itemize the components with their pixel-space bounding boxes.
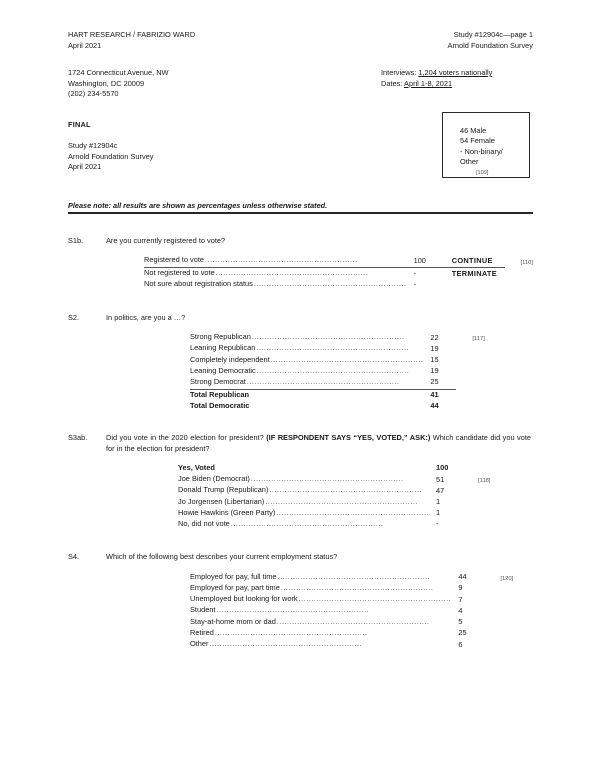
column-code	[456, 377, 484, 389]
answer-label	[178, 485, 429, 496]
answer-row	[144, 279, 533, 290]
column-code: [120]	[500, 575, 514, 582]
firm-address	[68, 68, 169, 100]
question-header	[68, 236, 533, 247]
column-code	[462, 463, 490, 474]
dot-leader: ............................................................	[230, 521, 384, 529]
answer-label	[190, 639, 451, 650]
answer-label-text: Unemployed but looking for work	[190, 594, 298, 604]
answer-row	[190, 377, 485, 389]
question-number: S2.	[68, 312, 80, 322]
column-code	[505, 279, 533, 290]
answer-label	[190, 594, 451, 605]
column-code	[484, 617, 513, 628]
dot-leader: ............................................................	[251, 334, 405, 342]
study-page-label: Study #12904c—page 1	[453, 30, 533, 39]
answer-row	[144, 268, 533, 280]
answer-label-text: Registered to vote	[144, 255, 204, 265]
final-block-zone	[68, 120, 533, 192]
answer-label-text: Employed for pay, part time	[190, 583, 280, 593]
answer-label-text: Howie Hawkins (Green Party)	[178, 507, 276, 517]
dot-leader: ............................................................	[215, 270, 369, 278]
question-number: S3ab.	[68, 433, 88, 443]
answer-value: 44	[430, 400, 439, 410]
answer-label	[178, 474, 429, 485]
answer-value: 100	[407, 255, 436, 267]
answer-row	[190, 401, 485, 412]
column-code	[462, 508, 490, 519]
answer-row	[190, 332, 485, 343]
question-text: Are you currently registered to vote?	[106, 235, 226, 245]
answer-label-text: Leaning Democratic	[190, 365, 256, 375]
answer-table	[144, 255, 533, 290]
answer-value: 47	[436, 485, 445, 495]
question-text-part1: Did you vote in the 2020 election for president?	[106, 433, 267, 443]
gender-female: 54 Female	[460, 136, 495, 146]
header-divider-rule	[68, 212, 533, 214]
answer-row	[190, 572, 513, 583]
answer-value: 19	[430, 366, 439, 376]
answer-action: TERMINATE	[451, 268, 497, 278]
answer-value: 5	[458, 617, 463, 627]
dot-leader: ............................................................	[253, 281, 407, 289]
firm-phone: (202) 234-5570	[68, 89, 119, 99]
answer-label	[190, 628, 451, 639]
dot-leader: ............................................................	[250, 476, 404, 484]
dot-leader: ............................................................	[269, 487, 423, 495]
dot-leader: ............................................................	[214, 629, 368, 637]
dot-leader: ............................................................	[298, 596, 452, 604]
answer-row	[190, 639, 513, 650]
answer-action: CONTINUE	[436, 255, 505, 267]
answer-action	[436, 279, 505, 290]
header-month: April 2021	[68, 40, 102, 50]
document-header	[68, 30, 533, 51]
column-code: [117]	[472, 335, 485, 342]
dates-label: Dates:	[381, 78, 403, 88]
please-note-text: Please note: all results are shown as percentages unless otherwise stated.	[68, 200, 328, 210]
header-right	[448, 30, 533, 51]
question-text: In politics, are you a …?	[106, 312, 186, 322]
answer-value: -	[436, 519, 439, 529]
question-block	[68, 313, 533, 412]
answer-label-text: Not sure about registration status	[144, 279, 253, 289]
answer-value: 1	[436, 497, 441, 507]
final-date: April 2021	[68, 162, 102, 172]
question-block	[68, 552, 533, 650]
answer-label-text: Completely independent	[190, 354, 270, 364]
answer-label-text: Retired	[190, 627, 214, 637]
answer-row	[190, 605, 513, 616]
header-left	[68, 30, 195, 51]
answer-label	[190, 605, 451, 616]
answer-row	[178, 497, 491, 508]
answer-label-text: Stay-at-home mom or dad	[190, 616, 276, 626]
column-code	[456, 355, 484, 366]
column-code	[484, 594, 513, 605]
dot-leader: ............................................................	[256, 367, 410, 375]
answer-label	[190, 366, 423, 377]
address-street: 1724 Connecticut Avenue, NW	[68, 68, 169, 78]
answer-label-text: Other	[190, 639, 209, 649]
page-content	[68, 30, 533, 650]
answer-row	[190, 594, 513, 605]
answer-label-text: Joe Biden (Democrat)	[178, 474, 250, 484]
question-header	[68, 433, 533, 454]
column-code: [110]	[520, 260, 533, 267]
dot-leader: ............................................................	[276, 618, 430, 626]
gender-column-code: [109]	[476, 169, 489, 176]
answer-label-text: Yes, Voted	[178, 463, 215, 473]
dot-leader: ............................................................	[270, 356, 424, 364]
answer-value: 100	[436, 463, 449, 473]
dot-leader: ............................................................	[280, 585, 434, 593]
answer-label	[178, 519, 429, 530]
answer-row	[190, 389, 485, 400]
column-code: [118]	[478, 477, 491, 484]
interviews-label: Interviews:	[381, 68, 417, 78]
dot-leader: ............................................................	[276, 509, 430, 517]
answer-table	[190, 332, 485, 411]
answer-value: 15	[430, 354, 439, 364]
answer-label	[190, 572, 451, 583]
answer-value: 22	[430, 332, 439, 342]
answer-label-text: Employed for pay, full time	[190, 571, 277, 581]
answer-value: 41	[430, 389, 439, 399]
answer-value: 51	[436, 474, 445, 484]
column-code	[456, 389, 484, 400]
answer-row	[190, 617, 513, 628]
answer-label	[144, 279, 407, 290]
answer-row	[190, 628, 513, 639]
answer-label-text: Total Republican	[190, 389, 249, 399]
answer-row	[178, 463, 491, 474]
dot-leader: ............................................................	[265, 498, 418, 506]
survey-name-header: Arnold Foundation Survey	[447, 40, 533, 50]
answer-label	[178, 508, 429, 519]
dot-leader: ............................................................	[277, 573, 431, 581]
dot-leader: ............................................................	[246, 379, 400, 386]
answer-label-text: Jo Jorgensen (Libertarian)	[178, 496, 265, 506]
column-code	[456, 343, 484, 354]
answer-table	[178, 463, 491, 530]
address-and-interviews	[68, 68, 533, 100]
answer-label-text: Student	[190, 605, 216, 615]
answer-row	[178, 508, 491, 519]
dot-leader: ............................................................	[204, 257, 358, 265]
column-code	[462, 497, 490, 508]
final-survey-name: Arnold Foundation Survey	[68, 151, 154, 161]
answer-label	[190, 389, 423, 400]
answer-label	[190, 617, 451, 628]
question-block	[68, 236, 533, 291]
interview-details	[381, 68, 533, 89]
question-number: S1b.	[68, 235, 84, 245]
dot-leader: ............................................................	[209, 641, 363, 649]
answer-value: 9	[458, 583, 463, 593]
column-code	[484, 628, 513, 639]
answer-value: 44	[458, 572, 467, 582]
question-number: S4.	[68, 552, 80, 562]
answer-label	[190, 377, 423, 389]
answer-value: -	[413, 268, 417, 278]
answer-value: 25	[423, 377, 456, 389]
question-block	[68, 433, 533, 530]
answer-label	[190, 355, 423, 366]
answer-table	[190, 572, 513, 651]
questions-container	[68, 236, 533, 650]
answer-label	[190, 583, 451, 594]
gender-nonbinary: - Non-binary/	[460, 146, 503, 156]
column-code	[462, 485, 490, 496]
answer-label	[144, 268, 407, 280]
answer-label-text: Total Democratic	[190, 400, 250, 410]
answer-label	[178, 463, 429, 474]
answer-label-text: No, did not vote	[178, 519, 230, 529]
answer-row	[190, 355, 485, 366]
address-city-state-zip: Washington, DC 20009	[68, 78, 145, 88]
answer-row	[178, 519, 491, 530]
answer-label-text: Strong Democrat	[190, 377, 246, 386]
answer-label-text: Leaning Republican	[190, 343, 256, 353]
answer-value: 19	[430, 343, 439, 353]
answer-value: 7	[458, 594, 463, 604]
final-study-number: Study #12904c	[68, 141, 118, 151]
research-firm-name: HART RESEARCH / FABRIZIO WARD	[68, 30, 196, 39]
answer-value: 6	[458, 639, 463, 649]
question-text-part2: Which candidate did you vote for in the election for president?	[106, 433, 531, 453]
answer-value: 1	[436, 508, 441, 518]
column-code	[456, 401, 484, 412]
column-code	[505, 268, 533, 280]
answer-value: -	[413, 279, 417, 289]
answer-row	[178, 485, 491, 496]
gender-breakdown-box	[442, 112, 530, 178]
answer-label	[190, 343, 423, 354]
dot-leader: ............................................................	[216, 607, 370, 615]
answer-row	[178, 474, 491, 485]
column-code	[484, 583, 513, 594]
final-label: FINAL	[68, 119, 91, 129]
answer-row	[190, 366, 485, 377]
answer-value: 4	[458, 605, 463, 615]
answer-label-text: Not registered to vote	[144, 268, 215, 278]
gender-other: Other	[460, 157, 479, 167]
answer-label	[190, 332, 423, 343]
interviews-value: 1,204 voters nationally	[418, 68, 493, 78]
question-header	[68, 552, 533, 563]
gender-male: 46 Male	[460, 125, 487, 135]
answer-row	[190, 583, 513, 594]
column-code	[484, 605, 513, 616]
answer-label	[144, 255, 407, 267]
column-code	[462, 519, 490, 530]
column-code	[484, 639, 513, 650]
answer-row	[190, 343, 485, 354]
interviews-row	[381, 68, 533, 79]
question-header	[68, 313, 533, 324]
answer-label	[190, 401, 423, 412]
question-text	[106, 433, 533, 454]
dates-value: April 1-8, 2021	[404, 78, 453, 88]
dates-row	[381, 79, 533, 90]
column-code	[456, 366, 484, 377]
answer-value: 25	[458, 628, 467, 638]
question-text-instruction: (IF RESPONDENT SAYS “YES, VOTED,” ASK:)	[266, 433, 431, 443]
dot-leader: ............................................................	[256, 345, 410, 353]
answer-label	[178, 497, 429, 508]
answer-label-text: Strong Republican	[190, 332, 251, 342]
answer-row	[144, 255, 533, 267]
question-text: Which of the following best describes your current employment status?	[106, 552, 338, 562]
answer-label-text: Donald Trump (Republican)	[178, 485, 269, 495]
